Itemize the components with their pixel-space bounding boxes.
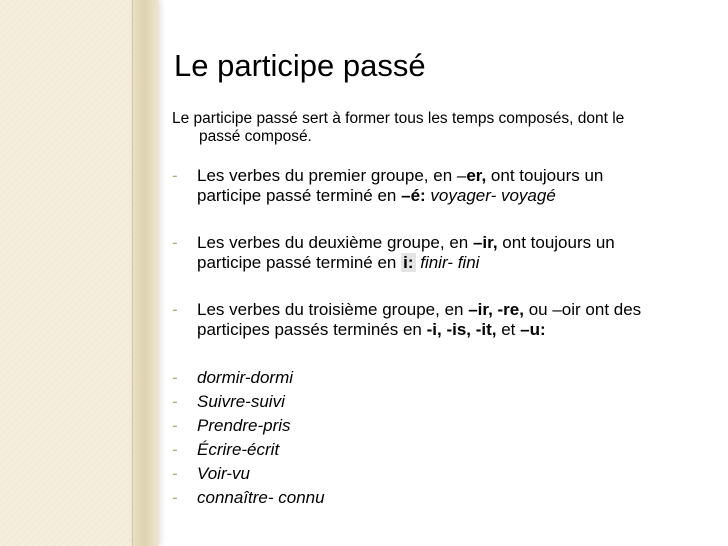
bullet-dash: - [172,166,178,185]
bullet-text-part: ont toujours un [497,233,615,252]
bullet-bold-ending: –ir, -re, [468,300,524,319]
bullet-line-2 [197,186,724,206]
bullet-example: voyager- voyagé [425,186,556,205]
bullet-dash: - [172,233,178,252]
bullet-text-part: participe passé terminé en [197,253,402,272]
bullet-text-part: participe passé terminé en [197,186,402,205]
bullet-text-part: ou –oir ont des [523,300,642,319]
bullet-text-part: Les verbes du troisième groupe, en [197,300,469,319]
bullet-bold-ending: -i, -is, -it, [426,320,497,339]
bullet-text [197,166,724,206]
bullet-text [197,233,724,273]
example-label: Suivre-suivi [197,392,285,411]
intro-line-2: passé composé. [199,128,312,145]
bullet-dash: - [172,464,178,483]
bullet-text-part: Les verbes du premier groupe, en – [197,166,467,185]
bullet-line-2 [197,253,724,273]
intro-line-1: Le participe passé sert à former tous les temps composés, dont le [172,110,625,127]
example-label: connaître- connu [197,488,325,507]
bullet-bold-ending: –é: [401,186,426,205]
bullet-example: finir- fini [415,253,480,272]
example-label: dormir-dormi [197,368,294,387]
bullet-dash: - [172,416,178,435]
bullet-text-part: ont toujours un [486,166,604,185]
slide-content [172,0,724,546]
bullet-text-part: Les verbes du deuxième groupe, en [197,233,473,252]
slide-title: Le participe passé [174,48,426,83]
bullet-bold-ending: –ir, [472,233,498,252]
example-label: Écrire-écrit [197,440,280,459]
bullet-bold-ending: –u: [520,320,546,339]
bullet-dash: - [172,488,178,507]
example-label: Voir-vu [197,464,250,483]
bullet-text-part: participes passés terminés en [197,320,427,339]
bullet-line-1 [197,233,724,253]
decorative-divider [132,0,159,546]
bullet-line-1 [197,300,724,320]
bullet-line-1 [197,166,724,186]
example-label: Prendre-pris [197,416,291,435]
bullet-text [197,300,724,340]
bullet-text-part: et [496,320,521,339]
bullet-dash: - [172,300,178,319]
bullet-line-2 [197,320,724,340]
intro-paragraph [172,110,724,146]
bullet-bold-ending: er, [466,166,487,185]
bullet-dash: - [172,440,178,459]
bullet-dash: - [172,392,178,411]
decorative-side-band [0,0,132,546]
bullet-dash: - [172,368,178,387]
highlighted-ending: i: [403,253,414,272]
